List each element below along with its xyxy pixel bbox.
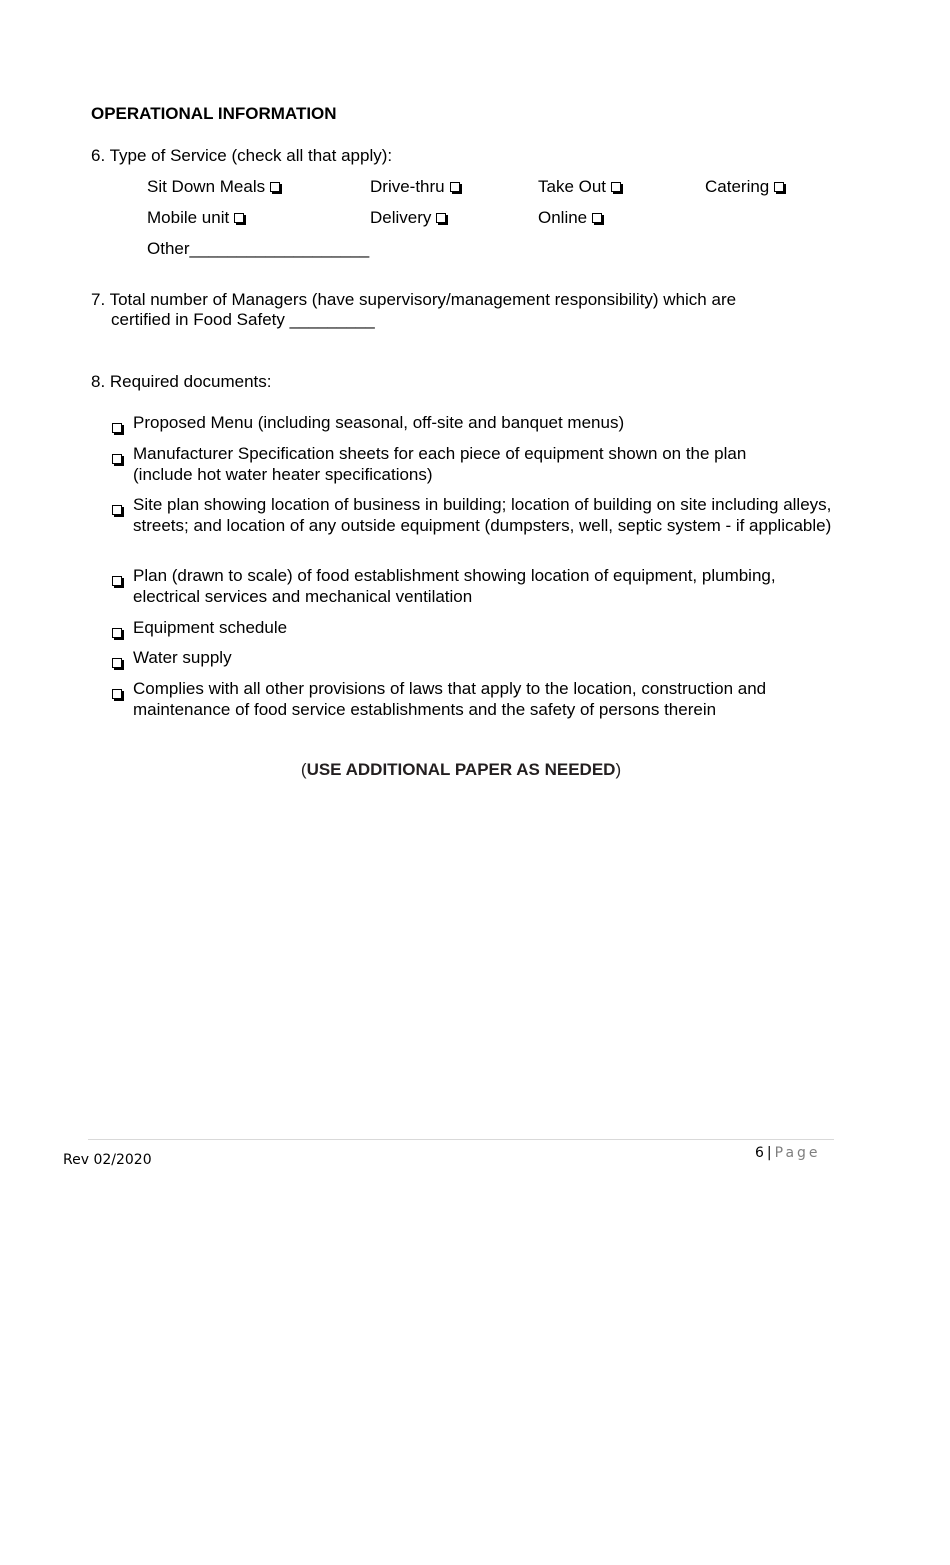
option-take-out[interactable] bbox=[538, 177, 621, 198]
option-label: Take Out bbox=[538, 177, 607, 196]
document-item-text: Equipment schedule bbox=[133, 618, 288, 637]
option-label: Online bbox=[538, 208, 588, 227]
document-item-text: Site plan showing location of business in building; location of building on site including alleys, streets; and location of any outside equipment (dumpsters, well, septic system - if applicable) bbox=[133, 495, 832, 535]
option-drive-thru[interactable] bbox=[370, 177, 460, 198]
additional-paper-note bbox=[0, 760, 922, 781]
checkbox-icon[interactable] bbox=[112, 505, 122, 515]
question-7-line1: 7. Total number of Managers (have supervisory/management responsibility) which are bbox=[91, 290, 737, 309]
document-item[interactable] bbox=[112, 648, 842, 674]
document-item-text: Proposed Menu (including seasonal, off-site and banquet menus) bbox=[133, 413, 625, 432]
page-word: Page bbox=[774, 1145, 821, 1161]
checkbox-icon[interactable] bbox=[592, 213, 602, 223]
checkbox-icon[interactable] bbox=[112, 423, 122, 433]
option-mobile-unit[interactable] bbox=[147, 208, 244, 229]
document-item[interactable] bbox=[112, 618, 842, 644]
section-title: OPERATIONAL INFORMATION bbox=[91, 104, 337, 123]
note-open-paren: ( bbox=[300, 760, 307, 779]
document-item[interactable] bbox=[112, 444, 842, 485]
checkbox-icon[interactable] bbox=[436, 213, 446, 223]
question-6-label: 6. Type of Service (check all that apply): bbox=[91, 146, 393, 165]
checkbox-icon[interactable] bbox=[611, 182, 621, 192]
checkbox-icon[interactable] bbox=[112, 454, 122, 464]
revision-label: Rev 02/2020 bbox=[63, 1152, 152, 1168]
checkbox-icon[interactable] bbox=[112, 658, 122, 668]
document-item[interactable] bbox=[112, 413, 842, 439]
note-text: USE ADDITIONAL PAPER AS NEEDED bbox=[306, 760, 616, 779]
note-close-paren: ) bbox=[615, 760, 622, 779]
checkbox-icon[interactable] bbox=[112, 628, 122, 638]
checkbox-icon[interactable] bbox=[112, 689, 122, 699]
page-number: 6 bbox=[755, 1145, 764, 1161]
option-label: Sit Down Meals bbox=[147, 177, 266, 196]
document-item[interactable] bbox=[112, 679, 842, 720]
footer-divider bbox=[88, 1139, 834, 1140]
option-label: Delivery bbox=[370, 208, 432, 227]
option-sit-down-meals[interactable] bbox=[147, 177, 280, 198]
option-online[interactable] bbox=[538, 208, 602, 229]
option-label: Drive-thru bbox=[370, 177, 445, 196]
checkbox-icon[interactable] bbox=[234, 213, 244, 223]
other-field[interactable]: Other___________________ bbox=[147, 239, 370, 258]
checkbox-icon[interactable] bbox=[774, 182, 784, 192]
page-separator: | bbox=[766, 1145, 772, 1161]
checkbox-icon[interactable] bbox=[112, 576, 122, 586]
document-item-text: Complies with all other provisions of laws that apply to the location, construction and maintenance of food service establishments and the safety of persons therein bbox=[133, 679, 767, 719]
option-label: Mobile unit bbox=[147, 208, 230, 227]
option-delivery[interactable] bbox=[370, 208, 446, 229]
document-item-text: Water supply bbox=[133, 648, 232, 667]
checkbox-icon[interactable] bbox=[270, 182, 280, 192]
option-label: Catering bbox=[705, 177, 770, 196]
checkbox-icon[interactable] bbox=[450, 182, 460, 192]
question-8-label: 8. Required documents: bbox=[91, 372, 272, 391]
document-item-text: Manufacturer Specification sheets for each piece of equipment shown on the plan (include hot water heater specifications) bbox=[133, 444, 747, 484]
document-item[interactable] bbox=[112, 566, 842, 607]
document-item-text: Plan (drawn to scale) of food establishment showing location of equipment, plumbing, electrical services and mechanical ventilation bbox=[133, 566, 776, 606]
document-item[interactable] bbox=[112, 495, 842, 536]
option-catering[interactable] bbox=[705, 177, 784, 198]
manager-count-field[interactable]: certified in Food Safety _________ bbox=[111, 310, 375, 329]
page-indicator bbox=[755, 1143, 821, 1164]
